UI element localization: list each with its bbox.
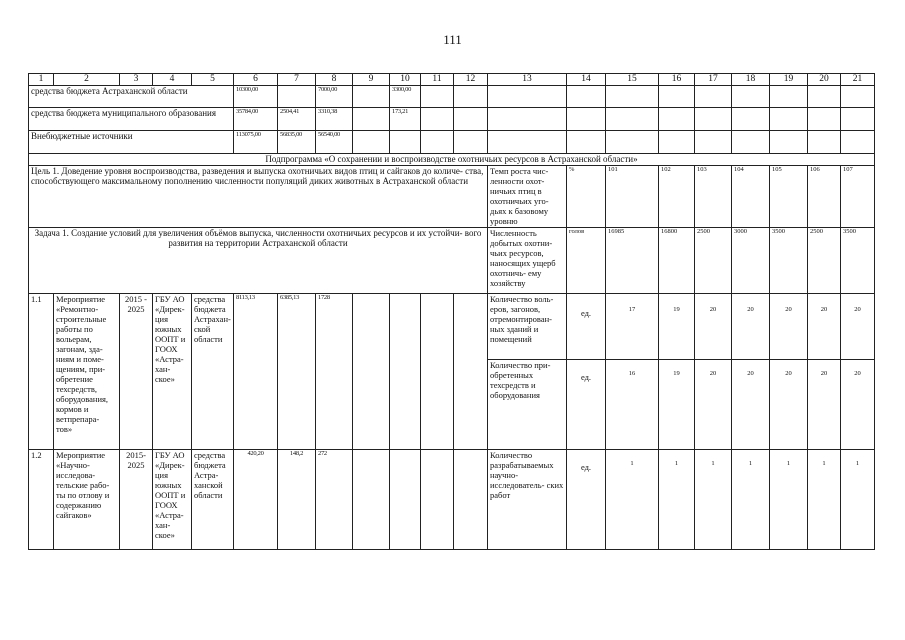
- measure-number: 1.1: [29, 293, 54, 449]
- task-value: 3000: [732, 227, 770, 293]
- measure-value: 148,2: [278, 449, 316, 549]
- header-cell: 10: [390, 74, 421, 86]
- funding-value: 7000,00: [316, 86, 353, 108]
- task-value: 3500: [841, 227, 875, 293]
- indicator-value: 1: [732, 449, 770, 549]
- funding-value: 113075,00: [234, 131, 278, 154]
- funding-value: [353, 86, 390, 108]
- funding-row: [29, 86, 875, 108]
- indicator-value: 20: [808, 293, 841, 359]
- funding-row: [29, 131, 875, 154]
- header-cell: 2: [54, 74, 120, 86]
- measure-period: 2015 - 2025: [120, 293, 153, 449]
- measure-period: 2015- 2025: [120, 449, 153, 549]
- header-cell: 9: [353, 74, 390, 86]
- funding-value: [390, 131, 421, 154]
- funding-value: [353, 131, 390, 154]
- funding-label: средства бюджета муниципального образования: [29, 108, 234, 131]
- header-cell: 16: [659, 74, 695, 86]
- measure-source: средства бюджета Астрахан- ской области: [192, 293, 234, 449]
- header-cell: 19: [770, 74, 808, 86]
- header-cell: 13: [488, 74, 567, 86]
- indicator-value: 1: [659, 449, 695, 549]
- indicator-text: Количество при- обретенных техсредств и оборудования: [488, 359, 567, 449]
- task-indicator: Численность добытых охотни- чьих ресурсов, наносящих ущерб охотничь- ему хозяйству: [488, 227, 567, 293]
- column-numbers-row: [29, 74, 875, 86]
- task-value: 3500: [770, 227, 808, 293]
- task-value: 2500: [808, 227, 841, 293]
- measure-value: 272: [316, 449, 353, 549]
- goal-value: 105: [770, 165, 808, 227]
- header-cell: 17: [695, 74, 732, 86]
- funding-value: 3300,00: [390, 86, 421, 108]
- program-table: [28, 73, 875, 550]
- measure-source: средства бюджета Астра- ханской области: [192, 449, 234, 549]
- indicator-value: 19: [659, 293, 695, 359]
- task-value: 16800: [659, 227, 695, 293]
- measure-row: [29, 449, 875, 549]
- subprogram-title: Подпрограмма «О сохранении и воспроизводстве охотничьих ресурсов в Астраханской области»: [29, 154, 875, 166]
- task-value: 2500: [695, 227, 732, 293]
- indicator-value: 20: [841, 293, 875, 359]
- indicator-value: 1: [695, 449, 732, 549]
- funding-value: 10300,00: [234, 86, 278, 108]
- goal-row: [29, 165, 875, 227]
- funding-value: 35784,00: [234, 108, 278, 131]
- header-cell: 3: [120, 74, 153, 86]
- measure-value: 6385,13: [278, 293, 316, 449]
- measure-number: 1.2: [29, 449, 54, 549]
- indicator-value: 20: [695, 293, 732, 359]
- indicator-value: 16: [606, 359, 659, 449]
- measure-value: 1728: [316, 293, 353, 449]
- goal-indicator: Темп роста чис- ленности охот- ничьих птиц в охотничьих уго- дьях к базовому уровню: [488, 165, 567, 227]
- task-text: Задача 1. Создание условий для увеличения объёмов выпуска, численности охотничьих ресурсов и их устойчи- вого развития на территории Астраханской области: [29, 227, 488, 293]
- measure-name: Мероприятие «Ремонтно- строительные работы по вольерам, загонам, зда- ниям и поме- щениям, при- обретение техсредств, оборудования, кормов и ветпрепара- тов»: [54, 293, 120, 449]
- goal-value: 103: [695, 165, 732, 227]
- header-cell: 11: [421, 74, 454, 86]
- indicator-unit: ед.: [567, 359, 606, 449]
- header-cell: 5: [192, 74, 234, 86]
- measure-value: 8113,13: [234, 293, 278, 449]
- indicator-text: Количество разрабатываемых научно- исследователь- ских работ: [488, 449, 567, 549]
- goal-unit: %: [567, 165, 606, 227]
- header-cell: 21: [841, 74, 875, 86]
- indicator-value: 1: [770, 449, 808, 549]
- indicator-value: 20: [841, 359, 875, 449]
- header-cell: 8: [316, 74, 353, 86]
- funding-value: 3310,38: [316, 108, 353, 131]
- header-cell: 7: [278, 74, 316, 86]
- indicator-value: 1: [841, 449, 875, 549]
- measure-value: 420,20: [234, 449, 278, 549]
- indicator-text: Количество воль- еров, загонов, отремонтирован- ных зданий и помещений: [488, 293, 567, 359]
- measure-name: Мероприятие «Научно- исследова- тельские рабо- ты по отлову и содержанию сайгаков»: [54, 449, 120, 549]
- header-cell: 15: [606, 74, 659, 86]
- funding-value: [278, 86, 316, 108]
- funding-label: Внебюджетные источники: [29, 131, 234, 154]
- funding-label: средства бюджета Астраханской области: [29, 86, 234, 108]
- indicator-value: 20: [770, 359, 808, 449]
- header-cell: 1: [29, 74, 54, 86]
- header-cell: 12: [454, 74, 488, 86]
- page-number: 111: [443, 32, 462, 47]
- task-value: 16985: [606, 227, 659, 293]
- indicator-value: 1: [606, 449, 659, 549]
- indicator-value: 20: [808, 359, 841, 449]
- funding-value: 56540,00: [316, 131, 353, 154]
- funding-value: [353, 108, 390, 131]
- header-cell: 18: [732, 74, 770, 86]
- funding-row: [29, 108, 875, 131]
- funding-value: 2504,41: [278, 108, 316, 131]
- task-row: [29, 227, 875, 293]
- goal-value: 107: [841, 165, 875, 227]
- header-cell: 20: [808, 74, 841, 86]
- funding-value: 56835,00: [278, 131, 316, 154]
- header-cell: 4: [153, 74, 192, 86]
- goal-value: 106: [808, 165, 841, 227]
- indicator-unit: ед.: [567, 449, 606, 549]
- indicator-value: 20: [732, 359, 770, 449]
- indicator-value: 20: [732, 293, 770, 359]
- indicator-value: 20: [695, 359, 732, 449]
- subprogram-row: [29, 154, 875, 166]
- indicator-value: 17: [606, 293, 659, 359]
- indicator-value: 19: [659, 359, 695, 449]
- indicator-value: 1: [808, 449, 841, 549]
- measure-row: [29, 293, 875, 359]
- measure-executor: ГБУ АО «Дирек- ция южных ООПТ и ГООХ «Астра- хан- ское»: [153, 293, 192, 449]
- funding-value: 173,21: [390, 108, 421, 131]
- indicator-unit: ед.: [567, 293, 606, 359]
- goal-value: 102: [659, 165, 695, 227]
- goal-text: Цель 1. Доведение уровня воспроизводства, разведения и выпуска охотничьих видов птиц и сайгаков до количе- ства, способствующего максимальному пополнению численности популяций диких животных в Астраханской области: [29, 165, 488, 227]
- indicator-value: 20: [770, 293, 808, 359]
- measure-executor: ГБУ АО «Дирек- ция южных ООПТ и ГООХ «Астра- хан- ское»: [153, 449, 192, 549]
- header-cell: 14: [567, 74, 606, 86]
- task-unit: голов: [567, 227, 606, 293]
- header-cell: 6: [234, 74, 278, 86]
- goal-value: 101: [606, 165, 659, 227]
- goal-value: 104: [732, 165, 770, 227]
